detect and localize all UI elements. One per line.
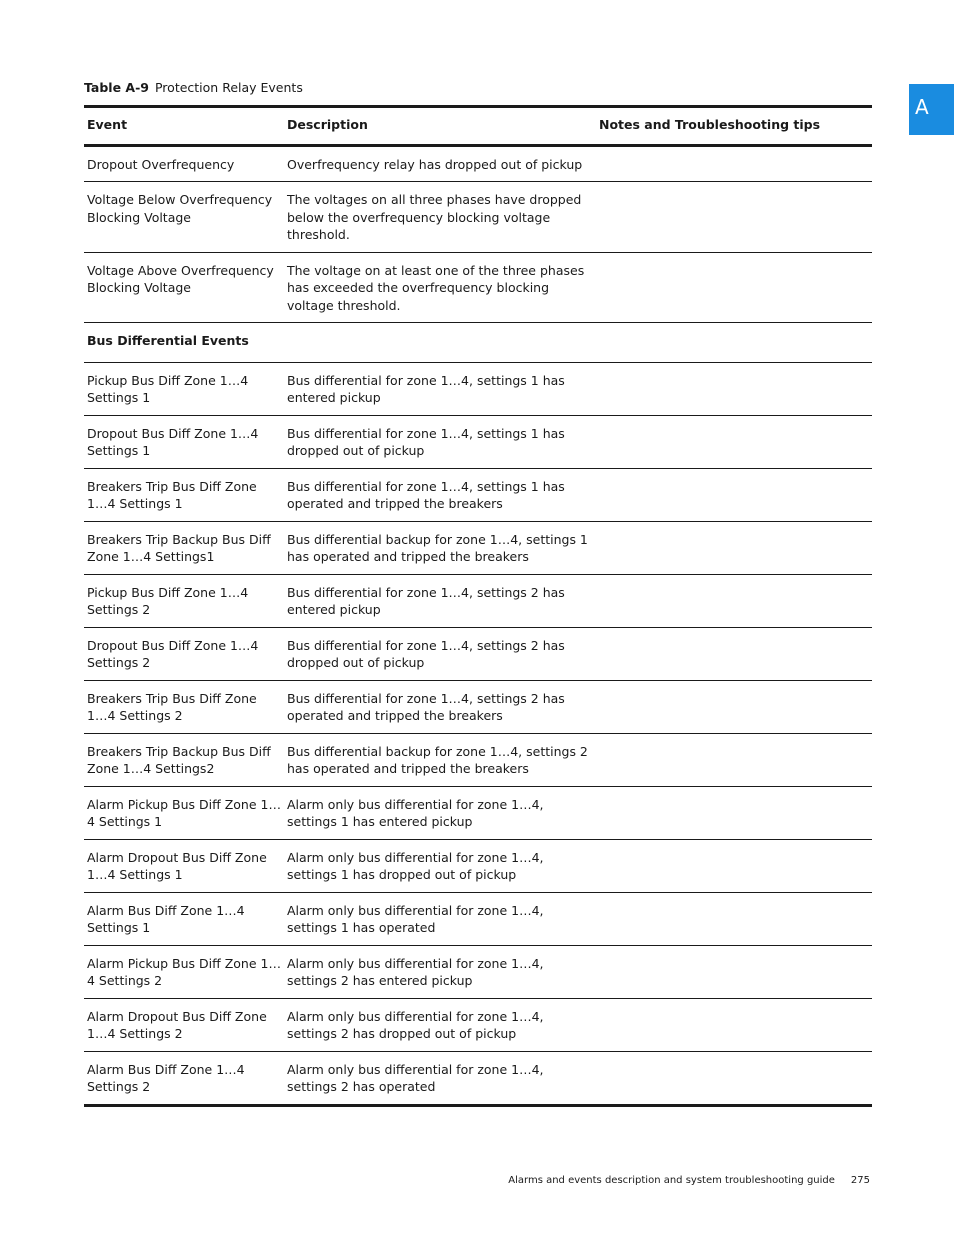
notes-cell	[596, 892, 872, 945]
description-cell: The voltages on all three phases have dropped below the overfrequency blocking voltage threshold.	[284, 182, 596, 253]
notes-cell	[596, 182, 872, 253]
description-cell: Bus differential for zone 1…4, settings 2 has operated and tripped the breakers	[284, 680, 596, 733]
footer-title: Alarms and events description and system troubleshooting guide	[508, 1175, 835, 1186]
description-cell: The voltage on at least one of the three phases has exceeded the overfrequency blocking voltage threshold.	[284, 252, 596, 323]
description-cell: Alarm only bus differential for zone 1…4, settings 1 has operated	[284, 892, 596, 945]
event-cell: Alarm Dropout Bus Diff Zone 1…4 Settings 2	[84, 998, 284, 1051]
event-cell: Dropout Bus Diff Zone 1…4 Settings 2	[84, 627, 284, 680]
table-body	[84, 145, 872, 1105]
description-cell: Bus differential for zone 1…4, settings 1 has dropped out of pickup	[284, 415, 596, 468]
table-row	[84, 945, 872, 998]
description-cell: Bus differential for zone 1…4, settings 2 has entered pickup	[284, 574, 596, 627]
notes-cell	[596, 362, 872, 415]
table-row	[84, 733, 872, 786]
description-cell: Bus differential for zone 1…4, settings 1 has entered pickup	[284, 362, 596, 415]
table-row	[84, 521, 872, 574]
notes-cell	[596, 145, 872, 182]
description-cell: Alarm only bus differential for zone 1…4, settings 2 has operated	[287, 1061, 544, 1094]
notes-cell	[596, 733, 872, 786]
notes-cell	[596, 945, 872, 998]
notes-cell	[596, 415, 872, 468]
appendix-tab-marker: A	[909, 84, 954, 135]
notes-cell	[596, 680, 872, 733]
description-cell: Bus differential backup for zone 1…4, settings 1 has operated and tripped the breakers	[284, 521, 596, 574]
description-cell: Alarm only bus differential for zone 1…4, settings 1 has entered pickup	[284, 786, 596, 839]
page-footer	[508, 1175, 870, 1186]
event-cell: Alarm Pickup Bus Diff Zone 1…4 Settings 1	[84, 786, 284, 839]
event-cell: Alarm Dropout Bus Diff Zone 1…4 Settings 1	[84, 839, 284, 892]
table-row	[84, 574, 872, 627]
header-event: Event	[84, 107, 284, 146]
table-row	[84, 145, 872, 182]
section-row	[84, 323, 872, 363]
events-table	[84, 105, 872, 1107]
notes-cell	[596, 252, 872, 323]
event-cell: Alarm Bus Diff Zone 1…4 Settings 1	[84, 892, 284, 945]
table-row	[84, 252, 872, 323]
table-row	[84, 415, 872, 468]
notes-cell	[596, 839, 872, 892]
event-cell: Pickup Bus Diff Zone 1…4 Settings 1	[84, 362, 284, 415]
event-cell: Pickup Bus Diff Zone 1…4 Settings 2	[84, 574, 284, 627]
page-number: 275	[850, 1175, 870, 1186]
event-cell: Dropout Overfrequency	[84, 145, 284, 182]
notes-cell	[596, 574, 872, 627]
description-cell: Bus differential for zone 1…4, settings 1 has operated and tripped the breakers	[284, 468, 596, 521]
description-cell: Bus differential backup for zone 1…4, settings 2 has operated and tripped the breakers	[284, 733, 596, 786]
description-cell: Alarm only bus differential for zone 1…4, settings 1 has dropped out of pickup	[284, 839, 596, 892]
header-notes: Notes and Troubleshooting tips	[596, 107, 872, 146]
header-description: Description	[284, 107, 596, 146]
table-caption-label: Table A-9	[84, 80, 149, 95]
event-cell: Breakers Trip Backup Bus Diff Zone 1…4 Settings2	[84, 733, 284, 786]
table-row	[84, 839, 872, 892]
description-cell: Alarm only bus differential for zone 1…4, settings 2 has dropped out of pickup	[284, 998, 596, 1051]
table-caption	[84, 80, 303, 95]
event-cell: Alarm Pickup Bus Diff Zone 1…4 Settings 2	[84, 945, 284, 998]
table-row	[84, 627, 872, 680]
description-cell: Bus differential for zone 1…4, settings 2 has dropped out of pickup	[284, 627, 596, 680]
notes-cell	[596, 627, 872, 680]
event-cell: Dropout Bus Diff Zone 1…4 Settings 1	[84, 415, 284, 468]
notes-cell	[596, 468, 872, 521]
description-cell: Alarm only bus differential for zone 1…4, settings 2 has entered pickup	[284, 945, 596, 998]
table-row	[84, 786, 872, 839]
event-cell: Voltage Below Overfrequency Blocking Voltage	[84, 182, 284, 253]
notes-cell	[596, 1051, 872, 1105]
notes-cell	[596, 786, 872, 839]
notes-cell	[596, 998, 872, 1051]
table-caption-title: Protection Relay Events	[154, 80, 303, 95]
event-cell: Breakers Trip Bus Diff Zone 1…4 Settings 2	[84, 680, 284, 733]
table-header-row	[84, 107, 872, 146]
section-heading: Bus Differential Events	[84, 323, 872, 363]
event-cell: Voltage Above Overfrequency Blocking Voltage	[84, 252, 284, 323]
table-row	[84, 182, 872, 253]
table-row	[84, 680, 872, 733]
notes-cell	[596, 521, 872, 574]
table-row	[84, 892, 872, 945]
table-row	[84, 468, 872, 521]
description-cell: Overfrequency relay has dropped out of pickup	[284, 145, 596, 182]
event-cell: Breakers Trip Backup Bus Diff Zone 1…4 Settings1	[84, 521, 284, 574]
table-row	[84, 1051, 872, 1105]
table-row	[84, 998, 872, 1051]
event-cell: Alarm Bus Diff Zone 1…4 Settings 2	[87, 1061, 245, 1094]
event-cell: Breakers Trip Bus Diff Zone 1…4 Settings 1	[84, 468, 284, 521]
table-row	[84, 362, 872, 415]
